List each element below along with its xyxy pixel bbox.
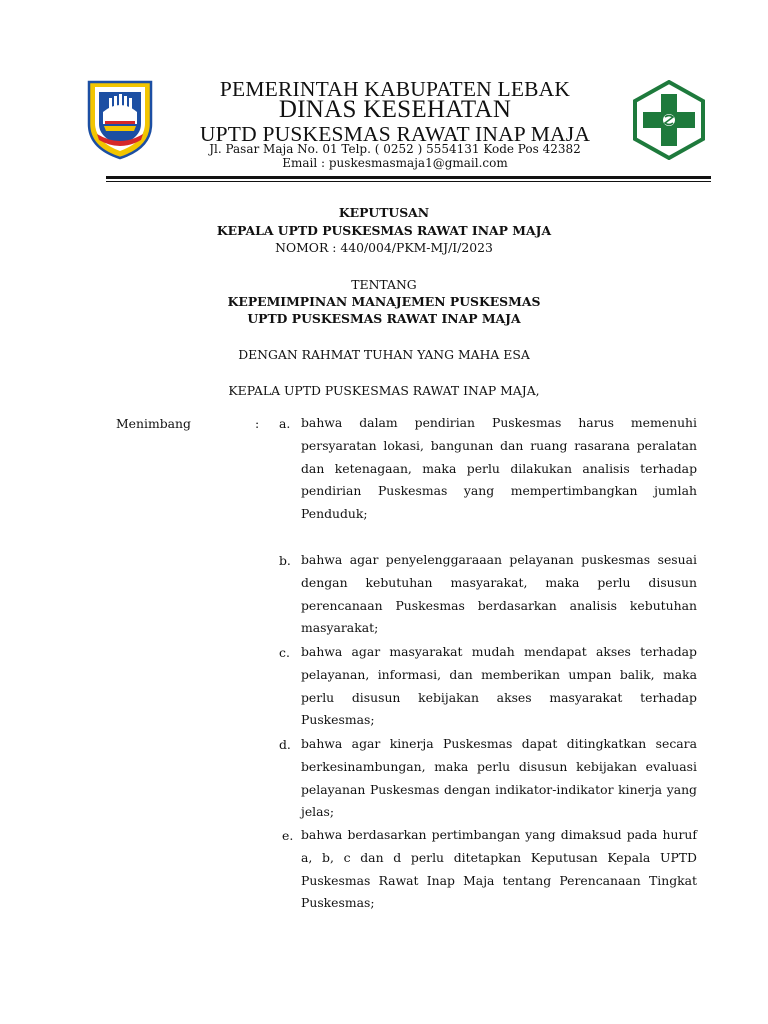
- subject-line-2: UPTD PUSKESMAS RAWAT INAP MAJA: [247, 311, 521, 326]
- item-letter: c.: [279, 645, 290, 660]
- item-text: bahwa agar kinerja Puskesmas dapat ditingkatkan secara berkesinambungan, maka perlu disusun kebijakan evaluasi pelayanan Puskesmas dengan indikator-indikator kinerja yang jelas;: [301, 736, 697, 820]
- kabupaten-lebak-logo: [85, 78, 155, 160]
- item-letter: b.: [279, 553, 291, 568]
- about-label: TENTANG: [351, 277, 417, 292]
- subject-line-1: KEPEMIMPINAN MANAJEMEN PUSKESMAS: [227, 294, 541, 309]
- decree-number: NOMOR : 440/004/PKM-MJ/I/2023: [275, 240, 493, 255]
- letterhead-email: Email : puskesmasmaja1@gmail.com: [282, 156, 508, 170]
- letterhead-government: PEMERINTAH KABUPATEN LEBAK: [219, 77, 571, 101]
- issuer: KEPALA UPTD PUSKESMAS RAWAT INAP MAJA: [216, 223, 552, 238]
- item-text: bahwa berdasarkan pertimbangan yang dimaksud pada huruf a, b, c dan d perlu ditetapkan Keputusan Kepala UPTD Puskesmas Rawat Inap Maja tentang Perencanaan Tingkat Puskesmas;: [301, 827, 697, 911]
- letterhead-institution: UPTD PUSKESMAS RAWAT INAP MAJA: [199, 122, 591, 146]
- invocation: DENGAN RAHMAT TUHAN YANG MAHA ESA: [238, 347, 530, 362]
- menimbang-colon: :: [255, 416, 260, 431]
- item-text: bahwa agar penyelenggaraaan pelayanan puskesmas sesuai dengan kebutuhan masyarakat, maka perlu disusun perencanaan Puskesmas berdasarkan analisis kebutuhan masyarakat;: [301, 552, 697, 636]
- item-text: bahwa dalam pendirian Puskesmas harus memenuhi persyaratan lokasi, bangunan dan ruang rasarana peralatan dan ketenagaan, maka perlu dilakukan analisis terhadap pendirian Puskesmas yang mempertimbangkan jumlah Penduduk;: [301, 415, 697, 522]
- letterhead-address: Jl. Pasar Maja No. 01 Telp. ( 0252 ) 5554131 Kode Pos 42382: [209, 142, 581, 156]
- item-letter: d.: [279, 737, 291, 752]
- item-letter: a.: [279, 416, 291, 431]
- puskesmas-logo: [629, 80, 709, 160]
- letterhead-rule-thin: [106, 181, 711, 182]
- letterhead-department: DINAS KESEHATAN: [278, 96, 512, 123]
- letterhead-rule-thick: [106, 176, 711, 179]
- menimbang-label: Menimbang: [116, 416, 191, 431]
- item-letter: e.: [282, 828, 294, 843]
- issuer-opening: KEPALA UPTD PUSKESMAS RAWAT INAP MAJA,: [228, 383, 540, 398]
- doc-type: KEPUTUSAN: [338, 205, 430, 220]
- item-text: bahwa agar masyarakat mudah mendapat akses terhadap pelayanan, informasi, dan memberikan umpan balik, maka perlu disusun kebijakan akses masyarakat terhadap Puskesmas;: [301, 644, 697, 728]
